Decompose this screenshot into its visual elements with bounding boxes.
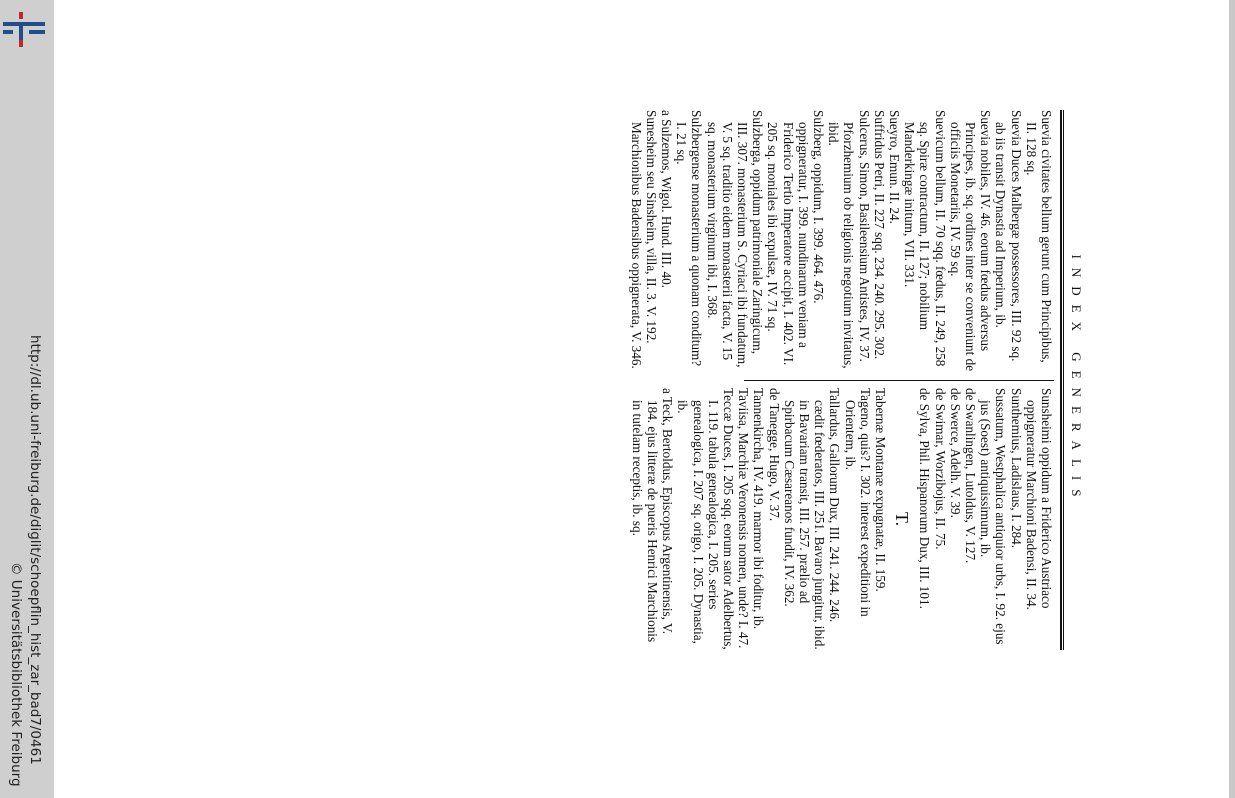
viewer-sidebar [0,0,54,798]
index-entry: Sunesheim seu Sinsheim, villa, II. 3. V. 192. Marchionibus Badensibus oppignerata, V. 346. [628,110,659,369]
index-entry: Suffridus Petri, II. 227 sqq. 234. 240. 295. 302. [871,110,887,360]
index-entry: Sussatum, Westphalica antiquior urbs, I. 92. ejus jus (Soest) antiquissimum, ib. [978,388,1009,645]
right-column [630,388,1054,650]
library-logo-icon [3,10,45,50]
index-entry: Sulzberga, oppidum patrimoniale Zaringicum, III. 307. monasterium S. Cyriaci ibi fundatum, V. 5 sq. traditio eidem monasterii facta, V. 15 sq. monasterium virginum ibi, I. 368. [704,110,766,368]
running-header [1063,110,1090,650]
index-entry: Tageno, quis? I. 302. interest expeditioni in Orientem, ib. [842,388,873,617]
index-entry: Suevia Duces Malbergæ possessores, III. 92 sq. ab iis transit Dynastia ad Imperium, ib. [993,110,1024,362]
section-letter: T. [892,511,913,527]
index-entry: Taviisa, Marchiæ Veronensis nomen, unde? I. 47. [736,388,752,649]
left-column [628,110,1054,372]
header-rule [1060,110,1062,650]
index-entry: de Swerce, Adelh. V. 39. [947,388,963,518]
index-entry: Sulzberg, oppidum, I. 399. 464. 476. oppigneratur, I. 399. nundinarum veniam a Friderico Tertio Imperatore accipit, I. 402. VI. 205 sq. moniales ibi expulsæ, IV. 71 sq. [765,110,826,366]
index-entry: de Swimar, Worzibojus, II. 75. [932,388,948,550]
index-entry: de Sylva, Phil. Hispanorum Dux, III. 101. [917,388,933,609]
index-entry: Suevia nobiles, IV. 46. eorum fœdus adversus Principes, ib. sq. ordines inter se conveniunt de officiis Monetariis, IV. 59 sq. [947,110,994,372]
rotated-page-content [300,110,1090,650]
index-entry: Tannenkircha, IV. 419. marmor ibi foditur, ib. [751,388,767,630]
index-entry: a Sulzemos, Wigol. Hund. III. 40. [658,110,674,288]
index-entry: de Swanlingen, Lutoldus, V. 127. [962,388,978,564]
index-entry: Teccæ Duces, I. 205 sqq. eorum sator Adelbertus, I. 119. tabula genealogica, I. 205. series genealogica, I. 207 sq. origo, I. 205. Dynastia, ib. [675,388,736,650]
scanned-page [54,0,1229,798]
index-entry: de Tanegge, Hugo, V. 37. [766,388,782,522]
index-entry: Sulzbergense monasterium a quonam conditum? I. 21 sq. [674,110,705,367]
index-entry: Sulcerus, Simon, Basileensium Antistes, IV. 37. Pforzhemium ob religionis negotium invitatus, ibid. [826,110,872,369]
index-entry: Tabernæ Montanæ expugnatæ, II. 159. [872,388,888,592]
page-edge-scrollbar[interactable] [1229,0,1235,798]
index-entry: Sunthemius, Ladislaus, I. 284. [1008,388,1024,549]
index-entry: Tallardus, Gallorum Dux, III. 241. 244. 246. cædit fœderatos, III. 251. Bavaro jungitur, ibid. in Bavariam transit, III. 257. prælio ad Spirbacum Cæsareanos fundit, IV. 362. [781,388,843,650]
index-entry: Suevicum bellum, II. 70 sqq. fœdus, II. 249, 258 sq. Spiræ contractum, II. 127; nobilium Manderkingæ initum, VII. 331. [902,110,948,367]
index-entry: Suevia civitates bellum gerunt cum Principibus, II. 128 sq. [1023,110,1054,363]
index-entry: Sunsheimi oppidum a Friderico Austriaco oppigneratur Marchioni Badensi, II. 34. [1023,388,1054,610]
copyright-notice: © Universitätsbibliothek Freiburg [8,562,24,787]
page-header-title: INDEX GENERALIS [1069,254,1084,506]
index-entry: Sueyro, Emun. II. 24. [886,110,902,224]
index-entry: a Teck, Bertoldus, Episcopus Argentinensis, V. 184. ejus litteræ de pueris Henrici Marchionis in tutelam receptis, ib. sq. [629,388,676,643]
document-url[interactable]: http://dl.ub.uni-freiburg.de/diglit/schoepflin_hist_zar_bad7/0461 [27,335,43,765]
column-divider [744,380,1054,381]
